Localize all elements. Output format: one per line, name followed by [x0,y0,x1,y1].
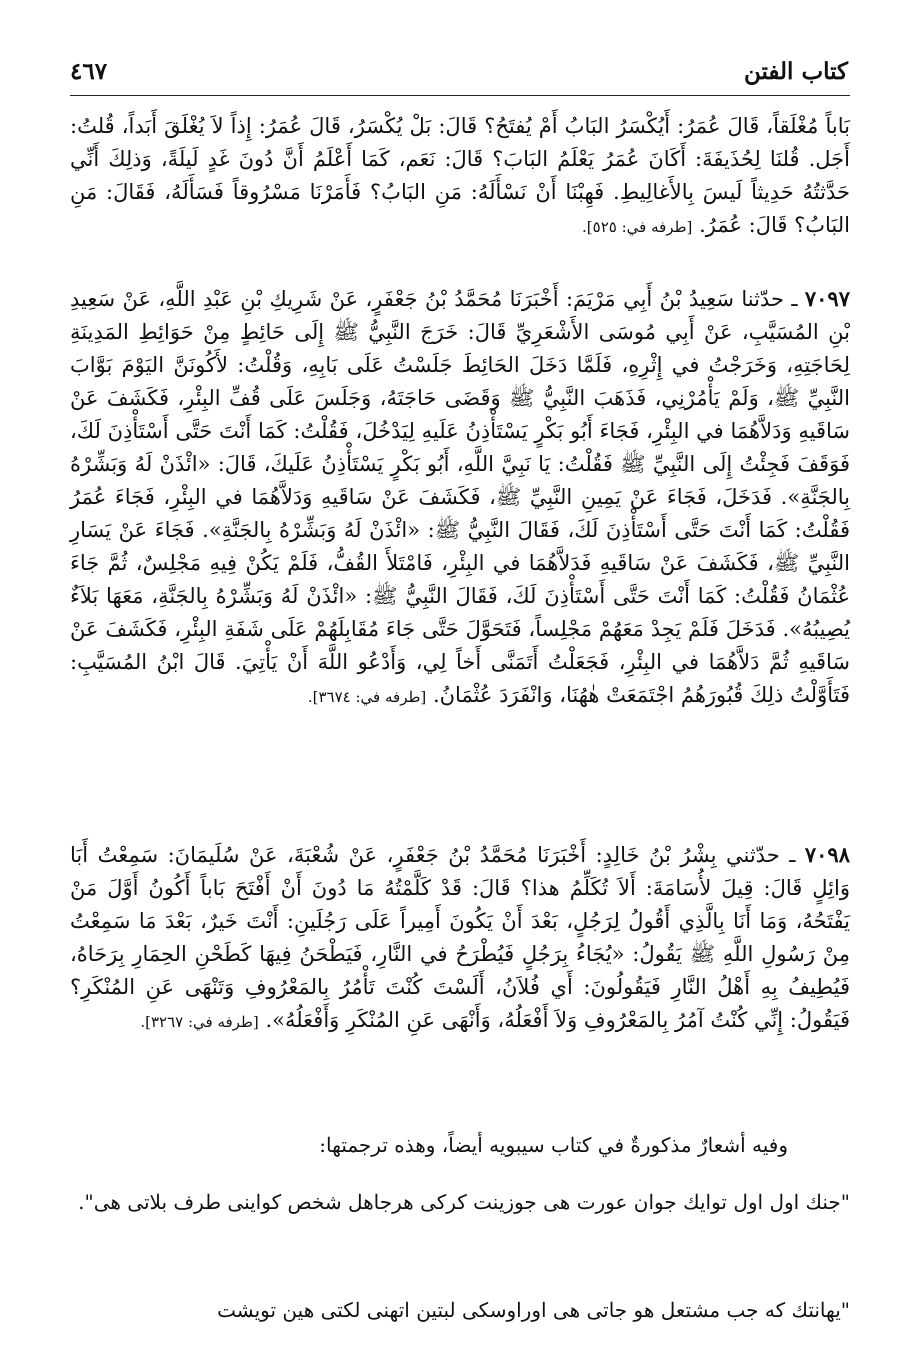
verse-text: "يهانتك كه جب مشتعل هو جاتى هى اوراوسكى لبتين اتهنى لكتى هين تويشت [217,1298,850,1322]
paragraph-continuation [70,110,850,270]
hadith-number: ٧٠٩٧ [804,286,850,311]
hadith-7097 [70,282,850,807]
hadith-7098 [70,838,850,1101]
hadith-text: ـ حدّثني بِشْرُ بْنُ خَالِدٍ: أَخْبَرَنَا مُحَمَّدُ بْنُ جَعْفَرٍ، عَنْ شُعْبَةَ، عَنْ سُلَيمَانَ: سَمِعْتُ أَبَا وَائِلٍ قَالَ: قِيلَ لأُسَامَةَ: أَلاَ تُكَلِّمُ هذا؟ قَالَ: قَدْ كَلَّمْتُهُ مَا دُونَ أَنْ أَفْتَحَ بَاباً أَكُونُ أَوَّلَ مَنْ يَفْتَحُهُ، وَمَا أَنَا بِالَّذِي أَقُولُ لِرَجُلٍ، بَعْدَ أَنْ يَكُونَ أَمِيراً عَلَى رَجُلَينِ: أَنْتَ خَيرٌ، بَعْدَ مَا سَمِعْتُ مِنْ رَسُولِ اللَّهِ ﷺ يَقُولُ: «يُجَاءُ بِرَجُلٍ فَيُطْرَحُ في النَّارِ، فَيَطْحَنُ فِيهَا كَطَحْنِ الحِمَارِ بِرَحَاهُ، فَيُطِيفُ بِهِ أَهْلُ النَّارِ فَيَقُولُونَ: أَي فُلاَنُ، أَلَسْتَ كُنْتَ تَأْمُرُ بِالمَعْرُوفِ وَتَنْهَى عَنِ المُنْكَرِ؟ فَيَقُولُ: إِنِّي كُنْتُ آمُرُ بِالمَعْرُوفِ وَلاَ أَفْعَلُهُ، وَأَنْهَى عَنِ المُنْكَرِ وَأَفْعَلُهُ». [70,843,850,1032]
hadith-number: ٧٠٩٨ [804,842,850,867]
page-number: ٤٦٧ [70,58,108,85]
paragraph-text: بَاباً مُغْلَقاً، قَالَ عُمَرُ: أَيُكْسَرُ البَابُ أَمْ يُفتَحُ؟ قَالَ: بَلْ يُكْسَرُ، قَالَ عُمَرُ: إِذاً لاَ يُغْلَقَ أَبَداً، قُلتُ: أَجَل. قُلنَا لِحُذَيفَةَ: أَكَانَ عُمَرُ يَعْلَمُ البَابَ؟ قَالَ: نَعَم، كَمَا أَعْلَمُ أَنَّ دُونَ غَدٍ لَيلَةً، وَذلِكَ أَنِّي حَدَّثتُهُ حَدِيثاً لَيسَ بِالأَغالِيطِ. فَهِبْنَا أَنْ نَسْأَلَهُ: مَنِ البَابُ؟ فَأَمَرْنَا مَسْرُوقاً فَسَأَلَهُ، فَقَالَ: مَنِ البَابُ؟ قَالَ: عُمَرُ. [70,114,850,237]
cross-reference: [طرفه في: ٣٦٧٤]. [307,688,427,706]
intro-text: وفيه أشعارٌ مذكورةٌ في كتاب سيبويه أيضاً، وهذه ترجمتها: [319,1133,788,1157]
header-rule [70,95,850,96]
cross-reference: [طرفه في: ٥٢٥]. [582,218,693,236]
hadith-text: ـ حدّثنا سَعِيدُ بْنُ أَبِي مَرْيَمَ: أَخْبَرَنَا مُحَمَّدُ بْنُ جَعْفَرٍ، عَنْ شَرِيكِ بْنِ عَبْدِ اللَّهِ، عَنْ سَعِيدِ بْنِ المُسَيَّبِ، عَنْ أَبِي مُوسَى الأَشْعَرِيِّ قَالَ: خَرَجَ النَّبِيُّ ﷺ إِلَى حَائِطٍ مِنْ حَوَائِطِ المَدِينَةِ لِحَاجَتِهِ، وَخَرَجْتُ في إِثْرِهِ، فَلَمَّا دَخَلَ الحَائِطَ جَلَسْتُ عَلَى بَابِهِ، وَقُلْتُ: لأَكُونَنَّ اليَوْمَ بَوَّابَ النَّبِيِّ ﷺ، وَلَمْ يَأْمُرْنِي، فَذَهَبَ النَّبِيُّ ﷺ وَقَضَى حَاجَتَهُ، وَجَلَسَ عَلَى قُفِّ البِئْرِ، فَكَشَفَ عَنْ سَاقَيهِ وَدَلاَّهُمَا في البِئْرِ، فَجَاءَ أَبُو بَكْرٍ يَسْتَأْذِنُ عَلَيهِ لِيَدْخُلَ، فَقُلْتُ: كَمَا أَنْتَ حَتَّى أَسْتَأْذِنَ لَكَ، فَوَقَفَ فَجِئْتُ إِلَى النَّبِيِّ ﷺ فَقُلْتُ: يَا نَبِيَّ اللَّهِ، أَبُو بَكْرٍ يَسْتَأْذِنُ عَلَيكَ، قَالَ: «ائْذَنْ لَهُ وَبَشِّرْهُ بِالجَنَّةِ». فَدَخَلَ، فَجَاءَ عَنْ يَمِينِ النَّبِيِّ ﷺ، فَكَشَفَ عَنْ سَاقَيهِ وَدَلاَّهُمَا في البِئْرِ، فَجَاءَ عُمَرُ فَقُلْتُ: كَمَا أَنْتَ حَتَّى أَسْتَأْذِنَ لَكَ، فَقَالَ النَّبِيُّ ﷺ: «ائْذَنْ لَهُ وَبَشِّرْهُ بِالجَنَّةِ». فَجَاءَ عَنْ يَسَارِ النَّبِيِّ ﷺ، فَكَشَفَ عَنْ سَاقَيهِ فَدَلاَّهُمَا في البِئْرِ، فَامْتَلأَ القُفُّ، فَلَمْ يَكُنْ فِيهِ مَجْلِسٌ، ثُمَّ جَاءَ عُثْمَانُ فَقُلْتُ: كَمَا أَنْتَ حَتَّى أَسْتَأْذِنَ لَكَ، فَقَالَ النَّبِيُّ ﷺ: «ائْذَنْ لَهُ وَبَشِّرْهُ بِالجَنَّةِ، مَعَهَا بَلاَءٌ يُصِيبُهُ». فَدَخَلَ فَلَمْ يَجِدْ مَعَهُمْ مَجْلِساً، فَتَحَوَّلَ حَتَّى جَاءَ مُقَابِلَهُمْ عَلَى شَفَةِ البِئْرِ، فَكَشَفَ عَنْ سَاقَيهِ ثُمَّ دَلاَّهُمَا في البِئْرِ، فَجَعَلْتُ أَتَمَنَّى أَخاً لِي، وَأَدْعُو اللَّهَ أَنْ يَأْتِيَ. قَالَ ابْنُ المُسَيَّبِ: فَتَأَوَّلْتُ ذلِكَ قُبُورَهُمُ اجْتَمَعَتْ هٰهُنَا، وَانْفَرَدَ عُثْمَانُ. [70,287,850,707]
translation-intro [70,1128,850,1162]
translation-verse-2 [70,1288,850,1332]
running-header [70,58,848,92]
chapter-title: كتاب الفتن [743,58,848,85]
cross-reference: [طرفه في: ٣٢٦٧]. [140,1013,259,1031]
verse-text: "جنك اول اول توايك جوان عورت هى جوزينت كركى هرجاهل شخص كواينى طرف بلاتى هى". [78,1190,850,1214]
translation-verse-1 [70,1180,850,1224]
